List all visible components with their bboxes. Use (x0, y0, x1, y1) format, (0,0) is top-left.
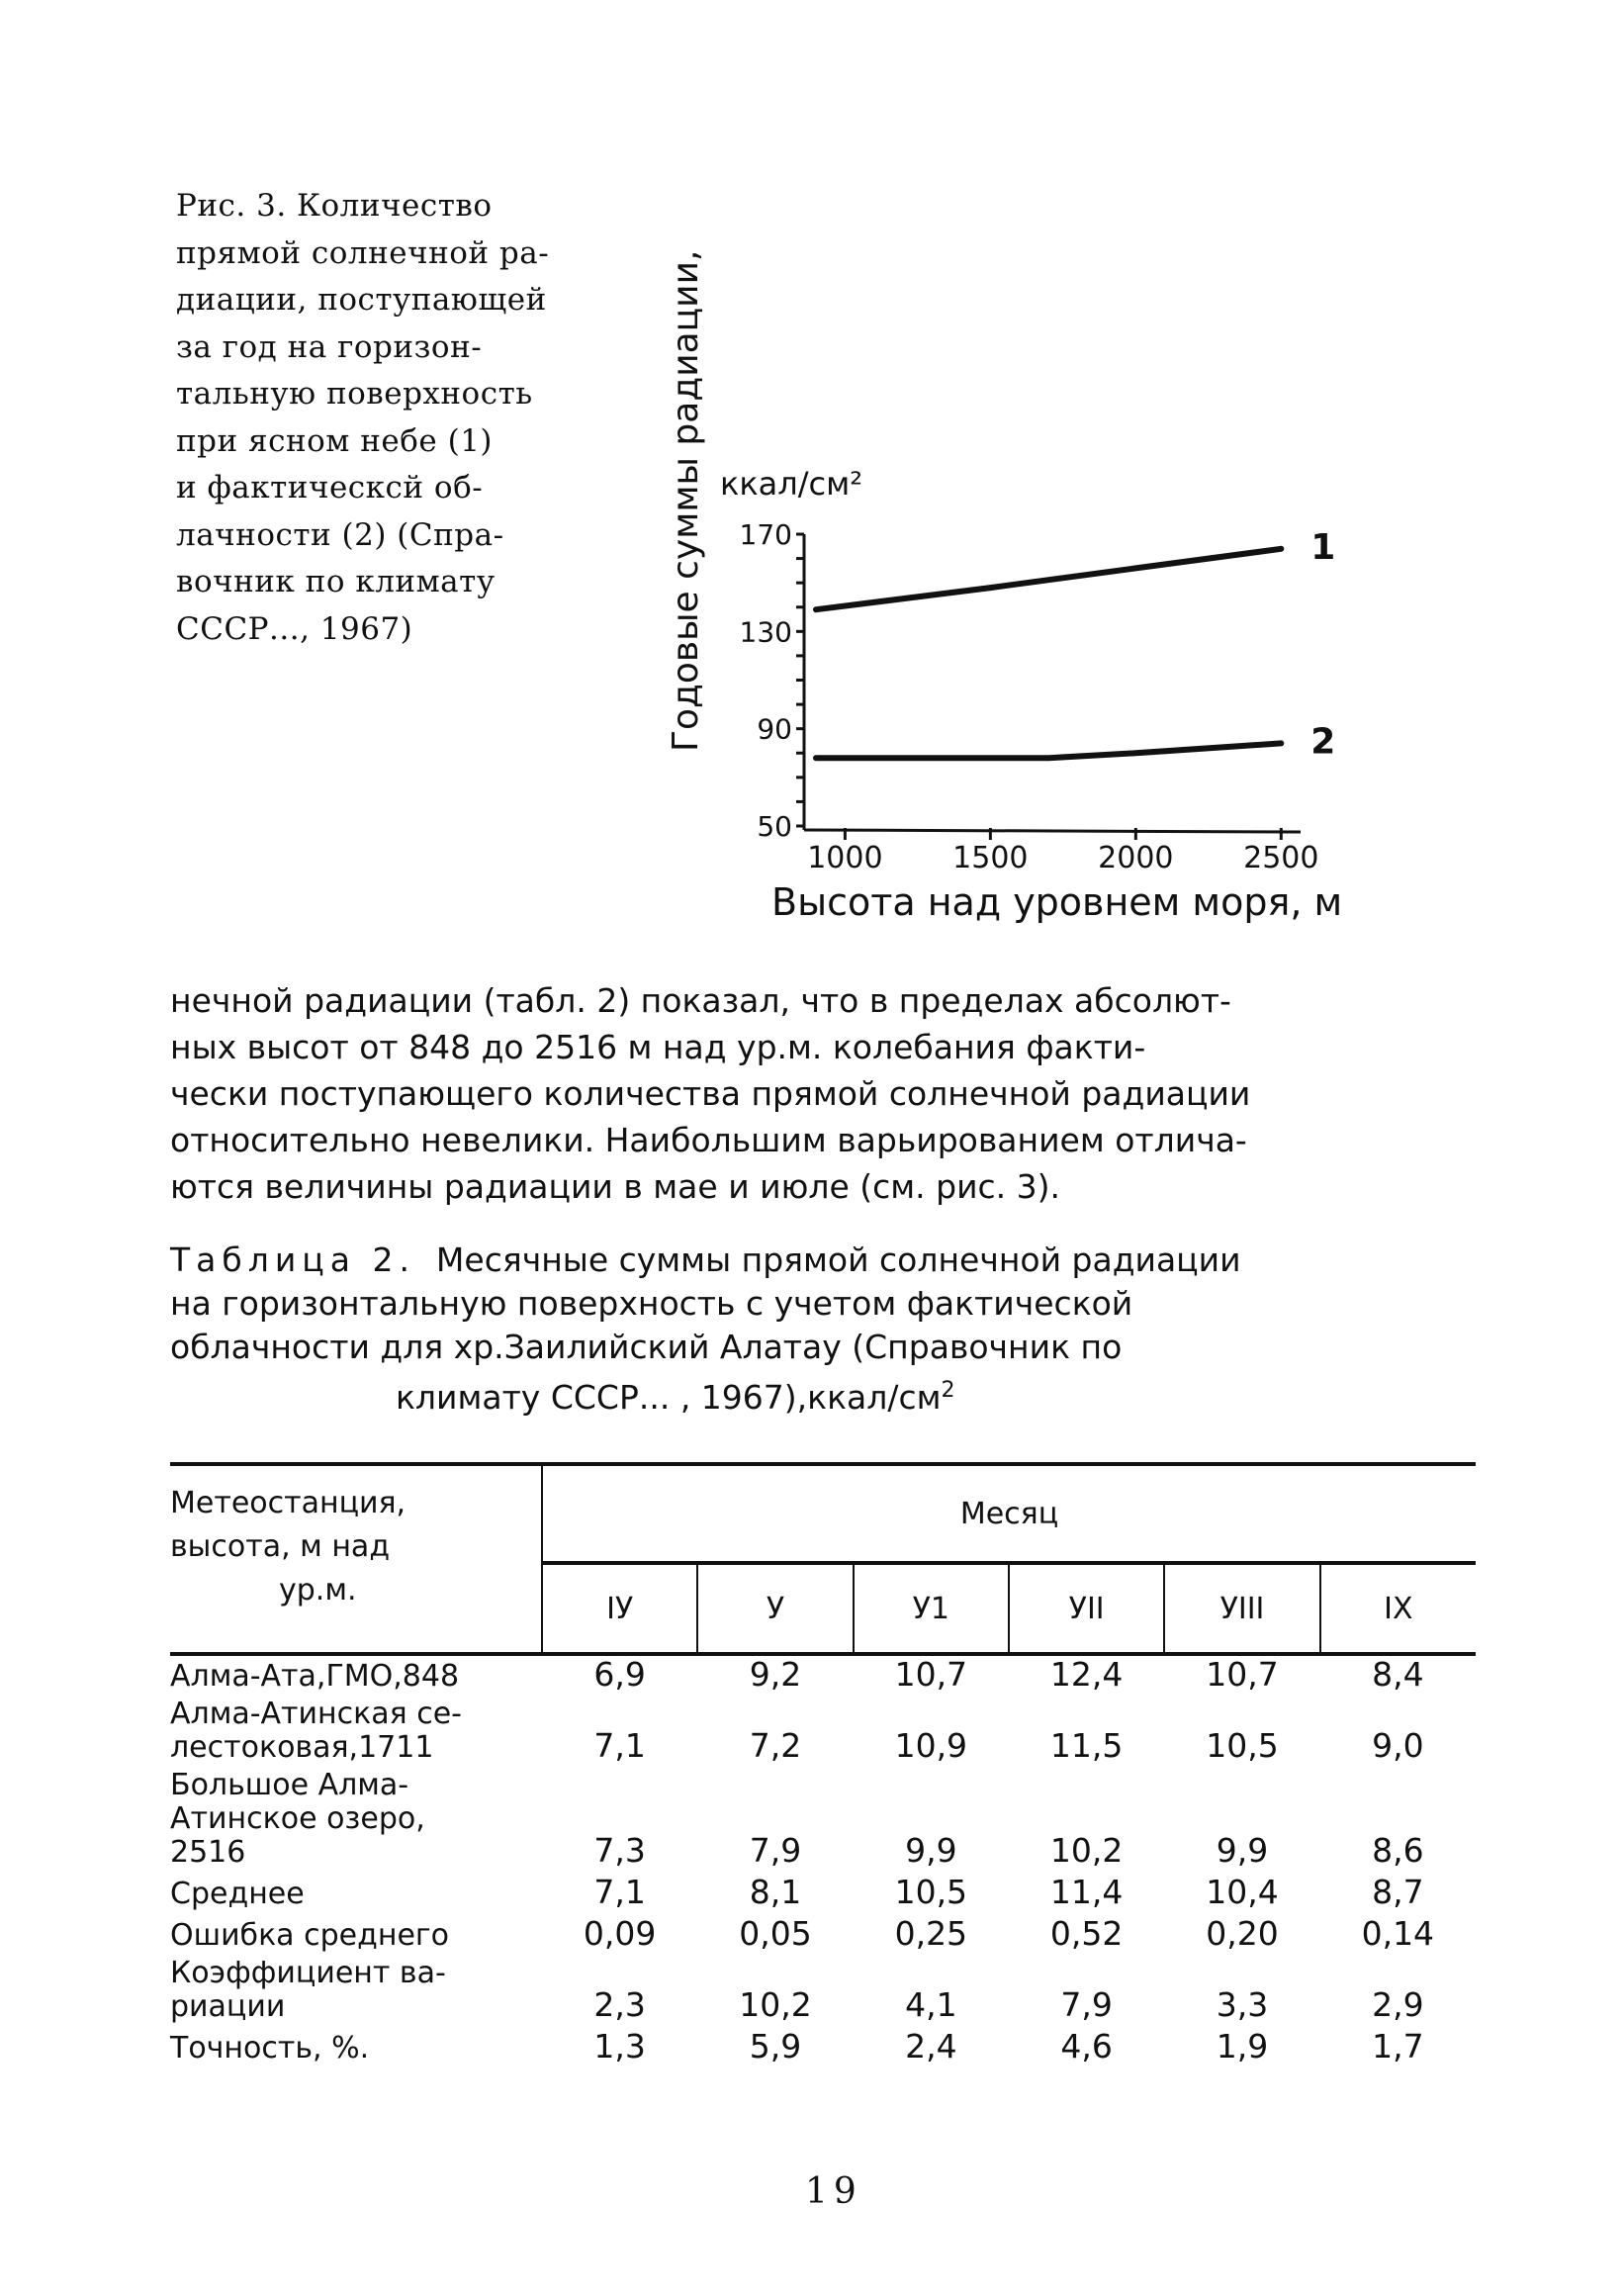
series-label-1: 1 (1310, 526, 1336, 568)
table-title-line: Месячные суммы прямой солнечной радиации (435, 1240, 1241, 1279)
cell-value: 0,14 (1361, 1914, 1435, 1953)
paragraph-line: относительно невелики. Наибольшим варьированием отлича- (170, 1121, 1247, 1159)
table-row (170, 2028, 1476, 2069)
cell-value: 11,4 (1049, 1873, 1124, 1911)
table-row (170, 1769, 1476, 1874)
cell-value: 2,3 (593, 1985, 646, 2024)
cell-value: 4,6 (1060, 2027, 1113, 2066)
paragraph-line: ются величины радиации в мае и июле (см. рис. 3). (170, 1167, 1061, 1206)
row-label: Ошибка среднего (170, 1918, 450, 1953)
table-title (170, 1239, 1515, 1420)
y-tick-label: 50 (757, 810, 792, 843)
caption-line: при ясном небе (1) (176, 422, 494, 459)
month-col-header: IУ (542, 1563, 697, 1654)
month-col-header: У1 (854, 1563, 1009, 1654)
cell-value: 1,9 (1216, 2027, 1269, 2066)
cell-value: 8,6 (1372, 1831, 1424, 1870)
cell-value: 10,9 (894, 1726, 968, 1765)
caption-line: СССР..., 1967) (176, 610, 413, 647)
cell-value: 1,7 (1372, 2027, 1424, 2066)
cell-value: 7,9 (1060, 1985, 1113, 2024)
row-label: Алма-Атинская се- лестоковая,1711 (170, 1697, 463, 1765)
row-label: Алма-Ата,ГМО,848 (170, 1659, 460, 1694)
x-tick-label: 2500 (1243, 841, 1319, 875)
y-tick-label: 170 (739, 518, 792, 551)
month-header: Месяц (542, 1464, 1476, 1563)
row-label: Большое Алма- Атинское озеро, 2516 (170, 1768, 425, 1870)
cell-value: 10,7 (1206, 1655, 1279, 1694)
month-col-header: У (697, 1563, 853, 1654)
x-tick-label: 1000 (807, 841, 883, 875)
caption-line: вочник по климату (176, 564, 496, 599)
cell-value: 11,5 (1049, 1726, 1124, 1765)
unit-superscript: 2 (941, 1378, 955, 1403)
table-row (170, 1957, 1476, 2028)
cell-value: 0,20 (1206, 1914, 1279, 1953)
cell-value: 9,0 (1372, 1726, 1424, 1765)
cell-value: 7,3 (593, 1831, 646, 1870)
cell-value: 0,05 (739, 1914, 812, 1953)
x-axis-label: Высота над уровнем моря, м (771, 880, 1343, 924)
cell-value: 5,9 (749, 2027, 802, 2066)
y-axis-unit: ккал/см² (720, 465, 863, 503)
cell-value: 12,4 (1049, 1655, 1124, 1694)
body-paragraph (170, 977, 1515, 1210)
station-header: Метеостанция, высота, м над ур.м. (170, 1464, 542, 1654)
radiation-altitude-chart (643, 178, 1533, 950)
row-label: Точность, %. (170, 2031, 370, 2066)
cell-value: 7,2 (749, 1726, 802, 1765)
cell-value: 10,2 (1049, 1831, 1124, 1870)
cell-value: 0,09 (583, 1914, 657, 1953)
month-col-header: IX (1384, 1591, 1413, 1626)
table-row (170, 1654, 1476, 1698)
x-axis-line (804, 830, 1301, 832)
cell-value: 0,25 (894, 1914, 968, 1953)
table-title-line: облачности для хр.Заилийский Алатау (Справочник по (170, 1328, 1123, 1366)
table-title-line: на горизонтальную поверхность с учетом фактической (170, 1284, 1133, 1323)
cell-value: 7,1 (593, 1726, 646, 1765)
cell-value: 2,9 (1372, 1985, 1424, 2024)
table-label: Таблица 2. (170, 1240, 415, 1279)
y-tick-label: 90 (757, 712, 792, 746)
caption-line: и фактическсй об- (176, 470, 484, 505)
cell-value: 2,4 (905, 2027, 957, 2066)
cell-value: 4,1 (905, 1985, 957, 2024)
caption-line: лачности (2) (Спра- (176, 516, 504, 553)
cell-value: 6,9 (593, 1655, 646, 1694)
plot-area (740, 518, 1336, 875)
caption-line: прямой солнечной ра- (176, 234, 550, 271)
row-label: Среднее (170, 1877, 305, 1911)
cell-value: 9,9 (1216, 1831, 1269, 1870)
x-tick-label: 2000 (1098, 841, 1174, 875)
cell-value: 9,2 (749, 1655, 802, 1694)
cell-value: 8,4 (1372, 1655, 1424, 1694)
cell-value: 7,9 (749, 1831, 802, 1870)
x-tick-label: 1500 (952, 841, 1029, 875)
table-row (170, 1915, 1476, 1957)
table-row (170, 1874, 1476, 1915)
month-col-header: УII (1009, 1563, 1164, 1654)
table-title-line: климату СССР... , 1967),ккал/см (396, 1378, 942, 1417)
paragraph-line: чески поступающего количества прямой солнечной радиации (170, 1074, 1251, 1113)
paragraph-line: нечной радиации (табл. 2) показал, что в пределах абсолют- (170, 981, 1231, 1020)
caption-line: Рис. 3. Количество (176, 188, 493, 224)
radiation-table (170, 1462, 1476, 2069)
cell-value: 1,3 (593, 2027, 646, 2066)
cell-value: 7,1 (593, 1873, 646, 1911)
cell-value: 10,4 (1206, 1873, 1279, 1911)
y-tick-label: 130 (739, 615, 792, 649)
table-row (170, 1698, 1476, 1769)
page-number: 19 (805, 2171, 862, 2212)
figure-caption (176, 183, 641, 653)
cell-value: 3,3 (1216, 1985, 1269, 2024)
cell-value: 8,1 (749, 1873, 802, 1911)
cell-value: 10,2 (739, 1985, 812, 2024)
cell-value: 10,7 (894, 1655, 968, 1694)
cell-value: 10,5 (1206, 1726, 1279, 1765)
series-line-2 (816, 743, 1281, 758)
y-axis-label: Годовые суммы радиации, (666, 249, 706, 752)
caption-line: тальную поверхность (176, 376, 533, 412)
cell-value: 8,7 (1372, 1873, 1424, 1911)
series-label-2: 2 (1310, 721, 1336, 763)
series-line-1 (816, 549, 1281, 609)
caption-line: за год на горизон- (176, 328, 483, 365)
cell-value: 9,9 (905, 1831, 957, 1870)
row-label: Коэффициент ва- риации (170, 1956, 446, 2024)
cell-value: 10,5 (894, 1873, 968, 1911)
month-col-header: УIII (1164, 1563, 1319, 1654)
caption-line: диации, поступающей (176, 282, 547, 318)
cell-value: 0,52 (1049, 1914, 1124, 1953)
paragraph-line: ных высот от 848 до 2516 м над ур.м. колебания факти- (170, 1028, 1146, 1066)
